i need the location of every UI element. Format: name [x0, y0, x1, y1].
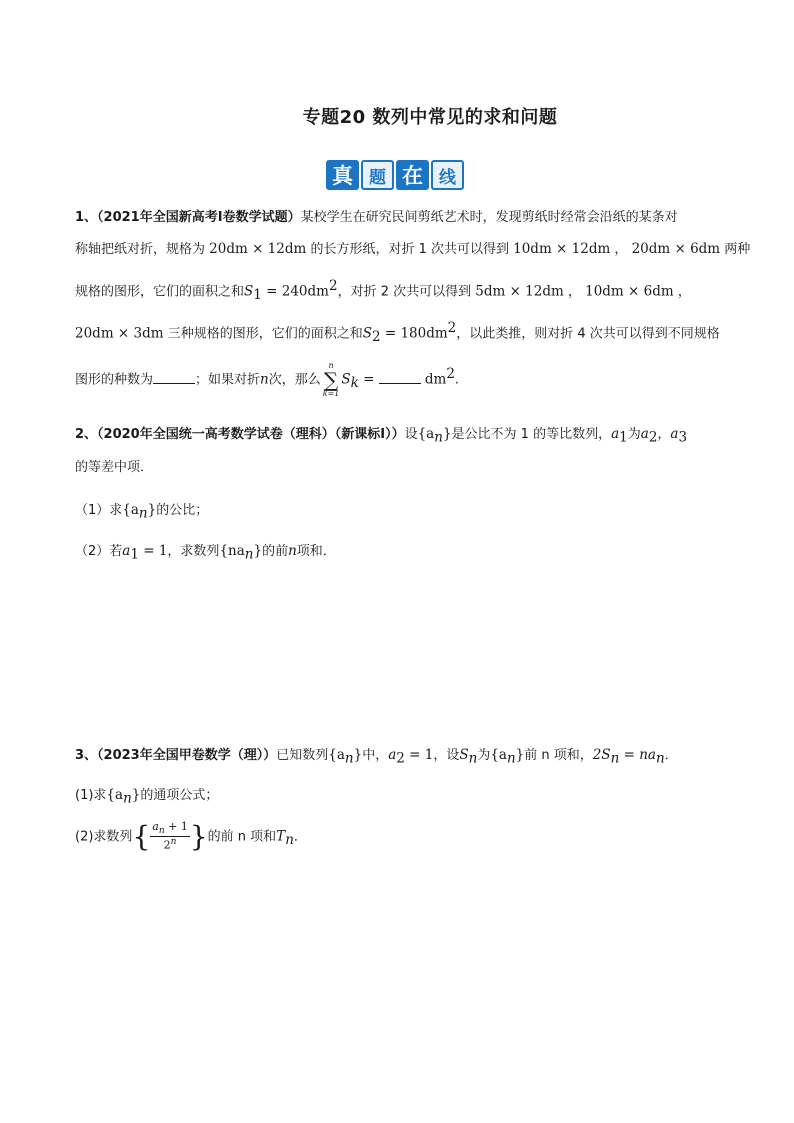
q1-line-5 — [75, 362, 459, 398]
q2-text: （1）求 — [75, 503, 123, 518]
q1-text: ， — [614, 242, 628, 257]
q3-math: } — [131, 787, 141, 803]
q3-text: 的通项公式； — [140, 788, 219, 803]
q2-math: } — [253, 543, 263, 559]
q2-source: （2020年全国统一高考数学试卷（理科）（新课标Ⅰ）） — [97, 427, 405, 442]
q2-math: n — [244, 546, 254, 563]
answer-blank-1[interactable] — [153, 371, 195, 384]
q3-math: n — [344, 750, 354, 767]
q2-math: n — [434, 429, 443, 446]
fraction-denominator — [164, 837, 177, 852]
q1-math: = — [358, 371, 379, 388]
q1-line-4 — [75, 320, 720, 345]
q3-math: n — [506, 750, 516, 767]
badge-char-3: 在 — [396, 160, 429, 190]
q1-math: 20dm × 3dm — [75, 325, 164, 342]
q1-math: 10dm × 6dm — [585, 283, 674, 300]
q2-math: {na — [219, 543, 245, 559]
q2-math: a — [122, 543, 131, 559]
q3-math: {a — [106, 787, 124, 803]
q1-text: 称轴把纸对折，规格为 — [75, 242, 206, 257]
q1-math: 2 — [371, 328, 381, 345]
q2-text: 项和． — [296, 544, 336, 559]
q2-math: {a — [417, 426, 435, 442]
q3-brace-right: } — [189, 820, 208, 853]
badge-char-1: 真 — [326, 160, 359, 190]
q3-math: T — [276, 828, 286, 845]
q1-math: k — [350, 375, 359, 392]
q1-text: 次，那么 — [268, 372, 321, 388]
q3-fraction — [150, 821, 190, 853]
q1-line-2 — [75, 241, 750, 258]
q3-math: {a — [490, 747, 507, 763]
q1-text: ，以此类推，则对折 4 次共可以得到不同规格 — [456, 326, 720, 342]
q2-math: n — [138, 505, 148, 522]
q1-math: 5dm × 12dm — [475, 283, 564, 300]
q3-text: 中， — [362, 748, 389, 763]
q2-text: （2）若 — [75, 544, 123, 559]
q1-math: 2 — [446, 366, 455, 383]
q3-line-1 — [75, 747, 678, 767]
badge-char-4: 线 — [431, 160, 464, 190]
q2-line-1 — [75, 426, 687, 446]
q3-math: n — [170, 837, 177, 848]
q2-math: a — [640, 426, 649, 442]
q3-text: ． — [293, 829, 307, 845]
q1-math: 2 — [328, 278, 338, 294]
q3-math: 2S — [592, 747, 611, 763]
sum-sign: ∑ — [323, 368, 339, 392]
q3-text: ，设 — [433, 748, 460, 763]
q2-math: 1 — [619, 429, 628, 446]
q1-line-3 — [75, 278, 691, 303]
q3-math: 2 — [163, 839, 171, 853]
sum-upper: n — [328, 361, 334, 370]
q1-math: 2 — [447, 320, 457, 336]
q3-math: = na — [619, 747, 656, 763]
q2-text: ， — [657, 427, 671, 442]
q3-math: n — [158, 826, 165, 837]
q2-math: 2 — [648, 429, 658, 446]
q1-text: 三种规格的图形，它们的面积之和 — [167, 326, 363, 342]
q2-text: 是公比不为 1 的等比数列， — [451, 427, 612, 442]
q1-math: S — [362, 325, 372, 342]
q1-text: 规格的图形，它们的面积之和 — [75, 284, 245, 300]
q1-text: ，对折 2 次共可以得到 — [337, 284, 472, 300]
summation — [323, 362, 340, 398]
q1-math: = 180dm — [380, 325, 448, 342]
q2-math: n — [288, 543, 297, 559]
answer-blank-2[interactable] — [379, 371, 421, 384]
q2-math: a — [611, 426, 620, 442]
q3-part-2 — [75, 820, 307, 854]
q2-text: 为 — [627, 427, 641, 442]
q2-math: a — [670, 426, 679, 442]
q3-text: 已知数列 — [276, 748, 329, 763]
q2-math: } — [442, 426, 452, 442]
q1-math: 1 — [253, 286, 262, 303]
q3-math: n — [655, 750, 665, 767]
q1-text: ；如果对折 — [195, 372, 261, 388]
q2-math: = 1 — [138, 543, 168, 559]
q1-text: 两种 — [724, 242, 751, 257]
q3-number: 3、 — [75, 748, 98, 763]
q1-math: S — [244, 283, 254, 300]
q1-line-1 — [75, 210, 678, 226]
q1-math: n — [260, 371, 269, 388]
q3-math: = 1 — [404, 747, 434, 763]
q2-text: 设 — [404, 427, 418, 442]
sum-lower: k=1 — [322, 389, 340, 398]
q2-text: 的公比； — [156, 503, 209, 518]
q3-math: n — [123, 790, 132, 807]
q2-math: 1 — [130, 546, 139, 563]
q3-text: (1)求 — [75, 788, 107, 803]
q3-text: (2)求数列 — [75, 829, 133, 845]
q1-number: 1、 — [75, 210, 98, 225]
q2-math: {a — [122, 502, 139, 518]
q3-text: 的前 n 项和 — [207, 829, 277, 845]
q3-math: n — [285, 831, 294, 848]
q1-math: dm — [424, 371, 447, 388]
q2-text: 的等差中项． — [75, 460, 154, 475]
q2-math: 3 — [678, 429, 688, 446]
q2-math: } — [147, 502, 157, 518]
q3-math: a — [388, 747, 397, 763]
q1-text: ， — [677, 284, 691, 300]
q3-math: } — [515, 747, 525, 763]
q2-text: 的前 — [262, 544, 289, 559]
fraction-numerator — [150, 821, 190, 838]
q3-source: （2023年全国甲卷数学（理）） — [97, 748, 277, 763]
q1-text: 某校学生在研究民间剪纸艺术时，发现剪纸时经常会沿纸的某条对 — [300, 210, 678, 225]
q3-text: ． — [664, 748, 678, 763]
q3-text: 前 n 项和， — [524, 748, 593, 763]
q1-math: 20dm × 6dm — [631, 241, 721, 257]
q3-math: {a — [328, 747, 345, 763]
q2-line-2 — [75, 460, 153, 476]
q1-source: （2021年全国新高考Ⅰ卷数学试题） — [97, 210, 301, 225]
q3-math: a — [152, 819, 159, 833]
q2-part-1 — [75, 502, 208, 522]
q1-text: 的长方形纸，对折 1 次共可以得到 — [310, 242, 509, 257]
q3-text: 为 — [477, 748, 491, 763]
q3-math: + 1 — [164, 819, 188, 833]
q2-text: ，求数列 — [167, 544, 220, 559]
q1-math: 10dm × 12dm — [513, 241, 611, 257]
q3-math: } — [353, 747, 363, 763]
q2-number: 2、 — [75, 427, 98, 442]
q3-math: n — [468, 750, 478, 767]
page-title: 专题20 数列中常见的求和问题 — [302, 107, 558, 128]
q1-text: ， — [567, 284, 581, 300]
q1-math: 20dm × 12dm — [209, 241, 307, 257]
q3-brace-left: { — [132, 820, 151, 853]
q1-math: S — [341, 371, 351, 388]
q1-text: . — [454, 372, 460, 388]
section-badge — [326, 160, 464, 190]
q3-math: n — [610, 750, 620, 767]
q1-text: 图形的种数为 — [75, 372, 154, 388]
q3-math: S — [459, 747, 469, 763]
badge-char-2: 题 — [361, 160, 394, 190]
q3-math: 2 — [396, 750, 405, 767]
q1-math: = 240dm — [261, 283, 329, 300]
q3-part-1 — [75, 787, 218, 807]
q2-part-2 — [75, 543, 336, 563]
